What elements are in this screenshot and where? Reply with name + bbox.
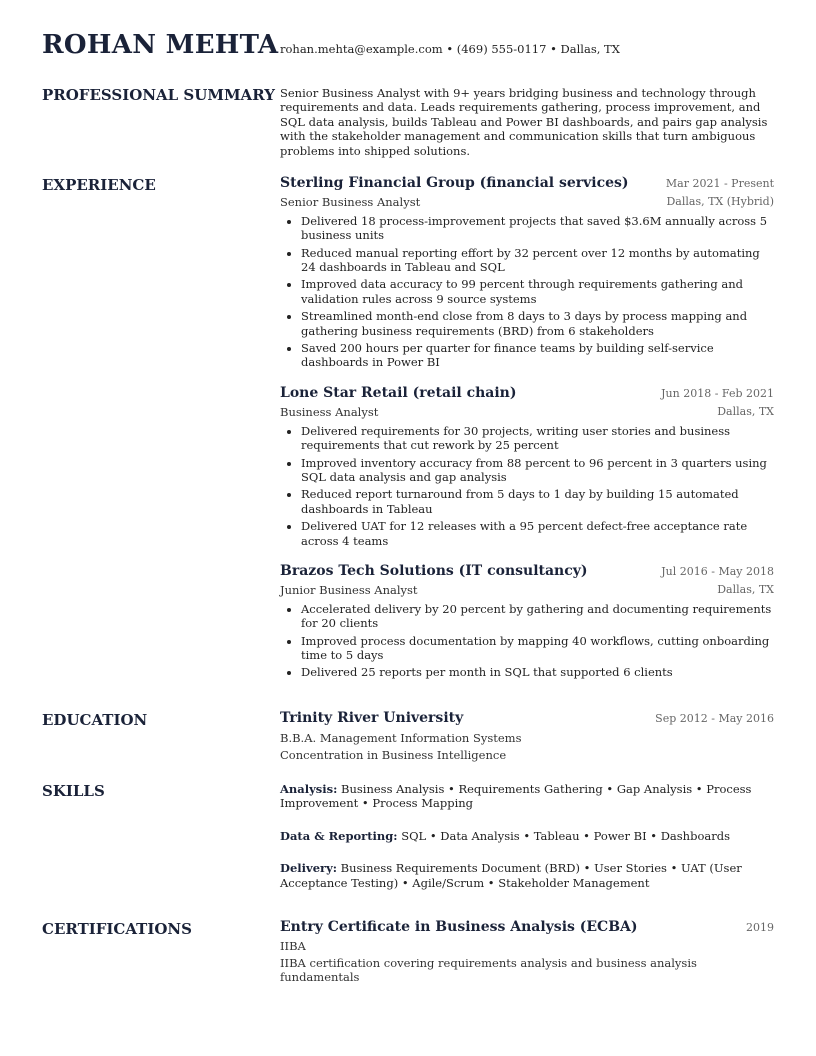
concentration: Concentration in Business Intelligence	[280, 747, 507, 762]
job-dates: Jul 2016 - May 2018	[661, 564, 774, 578]
job-header	[280, 564, 774, 579]
education-header	[280, 711, 774, 726]
skill-group-label: Data & Reporting:	[280, 828, 398, 843]
job-bullets	[280, 424, 774, 548]
job-bullet: • Delivered requirements for 30 projects, writing user stories and business requirements that cut rework by 25 percent	[301, 424, 774, 453]
contact-line: rohan.mehta@example.com • (469) 555-0117 • Dallas, TX	[280, 42, 620, 56]
skill-group-items: SQL • Data Analysis • Tableau • Power BI • Dashboards	[401, 828, 730, 843]
skill-group	[280, 782, 774, 811]
job-bullet: • Delivered 25 reports per month in SQL that supported 6 clients	[301, 665, 774, 679]
summary-section	[42, 86, 774, 158]
job-subheader	[280, 583, 774, 597]
skill-group	[280, 829, 774, 843]
job-location: Dallas, TX	[717, 583, 774, 597]
job-header	[280, 386, 774, 401]
job-bullet: • Streamlined month-end close from 8 days to 3 days by process mapping and gathering business requirements (BRD) from 6 stakeholders	[301, 309, 774, 338]
job-bullet: • Accelerated delivery by 20 percent by gathering and documenting requirements for 20 clients	[301, 602, 774, 631]
job-bullet: • Saved 200 hours per quarter for finance teams by building self-service dashboards in Power BI	[301, 341, 774, 370]
certifications-section	[42, 920, 774, 985]
job-location: Dallas, TX (Hybrid)	[666, 195, 774, 209]
section-heading-skills: SKILLS	[42, 782, 105, 800]
summary-text: Senior Business Analyst with 9+ years bridging business and technology through requirements and data. Leads requirements gathering, process improvement, and SQL data analysis, builds Tableau and Power BI dashboards, and pairs gap analysis with the stakeholder management and communication skills that turn ambiguous problems into shipped solutions.	[280, 86, 768, 158]
skill-group-label: Analysis:	[280, 782, 338, 796]
certification-year: 2019	[746, 921, 774, 934]
degree: B.B.A. Management Information Systems	[280, 731, 522, 746]
school-name: Trinity River University	[280, 710, 464, 726]
job-entry	[280, 176, 774, 370]
skills-body	[280, 782, 774, 890]
job-subheader	[280, 405, 774, 419]
job-location: Dallas, TX	[717, 405, 774, 419]
job-company: Sterling Financial Group (financial services)	[280, 175, 629, 191]
education-body	[280, 711, 774, 762]
certification-description: IIBA certification covering requirements analysis and business analysis fundamentals	[280, 955, 697, 985]
education-section	[42, 711, 774, 762]
section-heading-experience: EXPERIENCE	[42, 176, 156, 194]
job-title: Junior Business Analyst	[280, 583, 418, 598]
section-heading-education: EDUCATION	[42, 711, 148, 729]
job-bullets	[280, 602, 774, 680]
certification-header	[280, 920, 774, 935]
job-bullet: • Improved process documentation by mapping 40 workflows, cutting onboarding time to 5 days	[301, 634, 774, 663]
job-bullets	[280, 214, 774, 370]
job-bullet: • Reduced manual reporting effort by 32 percent over 12 months by automating 24 dashboards in Tableau and SQL	[301, 246, 774, 275]
job-entry	[280, 564, 774, 680]
skill-group	[280, 861, 774, 890]
job-bullet: • Reduced report turnaround from 5 days to 1 day by building 15 automated dashboards in Tableau	[301, 487, 774, 516]
job-header	[280, 176, 774, 191]
resume-header	[42, 30, 774, 60]
certification-name: Entry Certificate in Business Analysis (ECBA)	[280, 919, 638, 935]
certifications-body	[280, 920, 774, 985]
education-dates: Sep 2012 - May 2016	[655, 712, 774, 725]
job-title: Senior Business Analyst	[280, 195, 421, 210]
skill-group-items: Business Requirements Document (BRD) • User Stories • UAT (User Acceptance Testing) • Agile/Scrum • Stakeholder Management	[280, 861, 742, 890]
skill-group-items: Business Analysis • Requirements Gathering • Gap Analysis • Process Improvement • Process Mapping	[280, 782, 752, 811]
job-subheader	[280, 195, 774, 209]
experience-section	[42, 176, 774, 683]
section-heading-certifications: CERTIFICATIONS	[42, 920, 192, 938]
job-company: Brazos Tech Solutions (IT consultancy)	[280, 562, 588, 579]
job-bullet: • Delivered 18 process-improvement projects that saved $3.6M annually across 5 business units	[301, 214, 774, 243]
job-company: Lone Star Retail (retail chain)	[280, 384, 517, 401]
job-bullet: • Delivered UAT for 12 releases with a 95 percent defect-free acceptance rate across 4 teams	[301, 519, 774, 548]
job-dates: Jun 2018 - Feb 2021	[661, 386, 774, 400]
skill-group-label: Delivery:	[280, 861, 338, 876]
summary-body	[280, 86, 774, 158]
job-dates: Mar 2021 - Present	[665, 177, 774, 190]
job-bullet: • Improved inventory accuracy from 88 percent to 96 percent in 3 quarters using SQL data analysis and gap analysis	[301, 456, 774, 485]
section-heading-summary: PROFESSIONAL SUMMARY	[42, 86, 275, 104]
skills-section	[42, 782, 774, 890]
candidate-name: ROHAN MEHTA	[42, 30, 279, 60]
certification-issuer: IIBA	[280, 939, 306, 954]
job-entry	[280, 386, 774, 548]
job-title: Business Analyst	[280, 405, 379, 420]
job-bullet: • Improved data accuracy to 99 percent through requirements gathering and validation rules across 9 source systems	[301, 277, 774, 306]
experience-body	[280, 176, 774, 683]
